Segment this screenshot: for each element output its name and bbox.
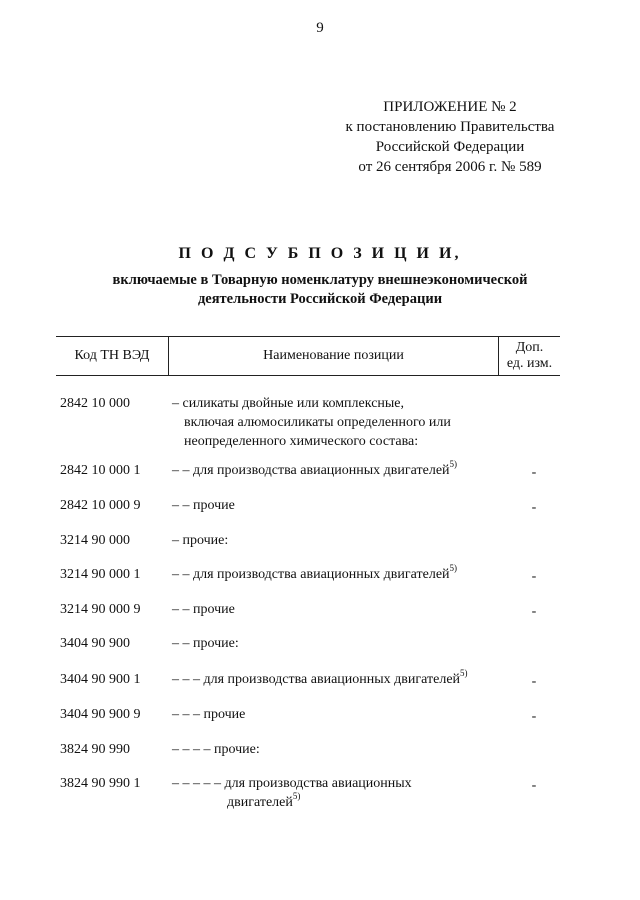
row-unit: - — [531, 604, 537, 619]
appendix-date: от 26 сентября 2006 г. № 589 — [358, 159, 542, 175]
row-dash: – – — [172, 567, 190, 582]
row-dash: – – – – – — [172, 776, 221, 791]
row-dash: – – – — [172, 672, 200, 687]
row-unit: - — [531, 674, 537, 689]
row-text: для производства авиационных двигателей — [193, 567, 450, 582]
subtitle-line: включаемые в Товарную номенклатуру внешнеэкономической — [112, 272, 528, 288]
row-code: 2842 10 000 — [60, 396, 130, 411]
row-text-cont: включая алюмосиликаты определенного или — [184, 415, 451, 430]
row-text: для производства авиационных двигателей — [193, 463, 450, 478]
column-header-unit — [499, 337, 560, 375]
document-subtitle — [0, 271, 640, 309]
row-code: 3824 90 990 1 — [60, 776, 141, 791]
row-name — [172, 740, 512, 759]
row-footnote: 5) — [449, 459, 458, 470]
row-unit: - — [531, 778, 537, 793]
row-code: 3214 90 000 9 — [60, 602, 141, 617]
row-text: для производства авиационных двигателей — [203, 672, 461, 687]
appendix-line: Российской Федерации — [375, 139, 525, 155]
row-text-cont: неопределенного химического состава: — [184, 434, 419, 449]
row-code: 2842 10 000 9 — [60, 498, 141, 513]
unit-header-line: ед. изм. — [506, 356, 553, 371]
row-name — [172, 565, 512, 584]
row-unit: - — [531, 465, 537, 480]
row-name — [172, 394, 512, 451]
row-name — [172, 774, 512, 812]
appendix-block — [330, 97, 570, 177]
document-title: П О Д С У Б П О З И Ц И И, — [178, 245, 462, 262]
row-dash: – – — [172, 498, 190, 513]
row-dash: – – — [172, 636, 190, 651]
row-dash: – — [172, 396, 179, 411]
row-name — [172, 496, 512, 515]
subtitle-line: деятельности Российской Федерации — [197, 291, 443, 307]
row-name — [172, 600, 512, 619]
row-code: 3214 90 000 1 — [60, 567, 141, 582]
row-dash: – – – – — [172, 742, 211, 757]
row-footnote: 5) — [292, 791, 301, 802]
row-name — [172, 634, 512, 653]
row-text: прочие: — [214, 742, 260, 757]
row-unit: - — [531, 569, 537, 584]
row-name — [172, 705, 512, 724]
row-code: 3404 90 900 1 — [60, 672, 141, 687]
row-code: 2842 10 000 1 — [60, 463, 141, 478]
row-dash: – — [172, 533, 179, 548]
row-dash: – – — [172, 602, 190, 617]
row-text: прочие — [203, 707, 246, 722]
row-name — [172, 531, 512, 550]
row-name — [172, 461, 512, 480]
row-text: прочие: — [182, 533, 229, 548]
row-code: 3214 90 000 — [60, 533, 130, 548]
page-number: 9 — [316, 20, 324, 36]
appendix-title: ПРИЛОЖЕНИЕ № 2 — [383, 99, 517, 115]
row-code: 3404 90 900 9 — [60, 707, 141, 722]
row-unit: - — [531, 500, 537, 515]
row-text: силикаты двойные или комплексные, — [182, 396, 405, 411]
table-header — [56, 336, 560, 376]
row-text: прочие — [193, 498, 235, 513]
row-text: прочие — [193, 602, 235, 617]
column-header-name: Наименование позиции — [169, 337, 499, 375]
row-dash: – – – — [172, 707, 200, 722]
row-text: для производства авиационных — [224, 776, 412, 791]
appendix-line: к постановлению Правительства — [345, 119, 555, 135]
row-text: прочие: — [193, 636, 239, 651]
row-footnote: 5) — [460, 668, 468, 679]
row-code: 3404 90 900 — [60, 636, 130, 651]
row-name — [172, 670, 512, 689]
row-footnote: 5) — [449, 563, 458, 574]
row-unit: - — [531, 709, 537, 724]
row-text-cont: двигателей — [227, 795, 293, 810]
row-dash: – – — [172, 463, 190, 478]
column-header-code: Код ТН ВЭД — [56, 337, 169, 375]
unit-header-line: Доп. — [515, 340, 544, 355]
row-code: 3824 90 990 — [60, 742, 130, 757]
